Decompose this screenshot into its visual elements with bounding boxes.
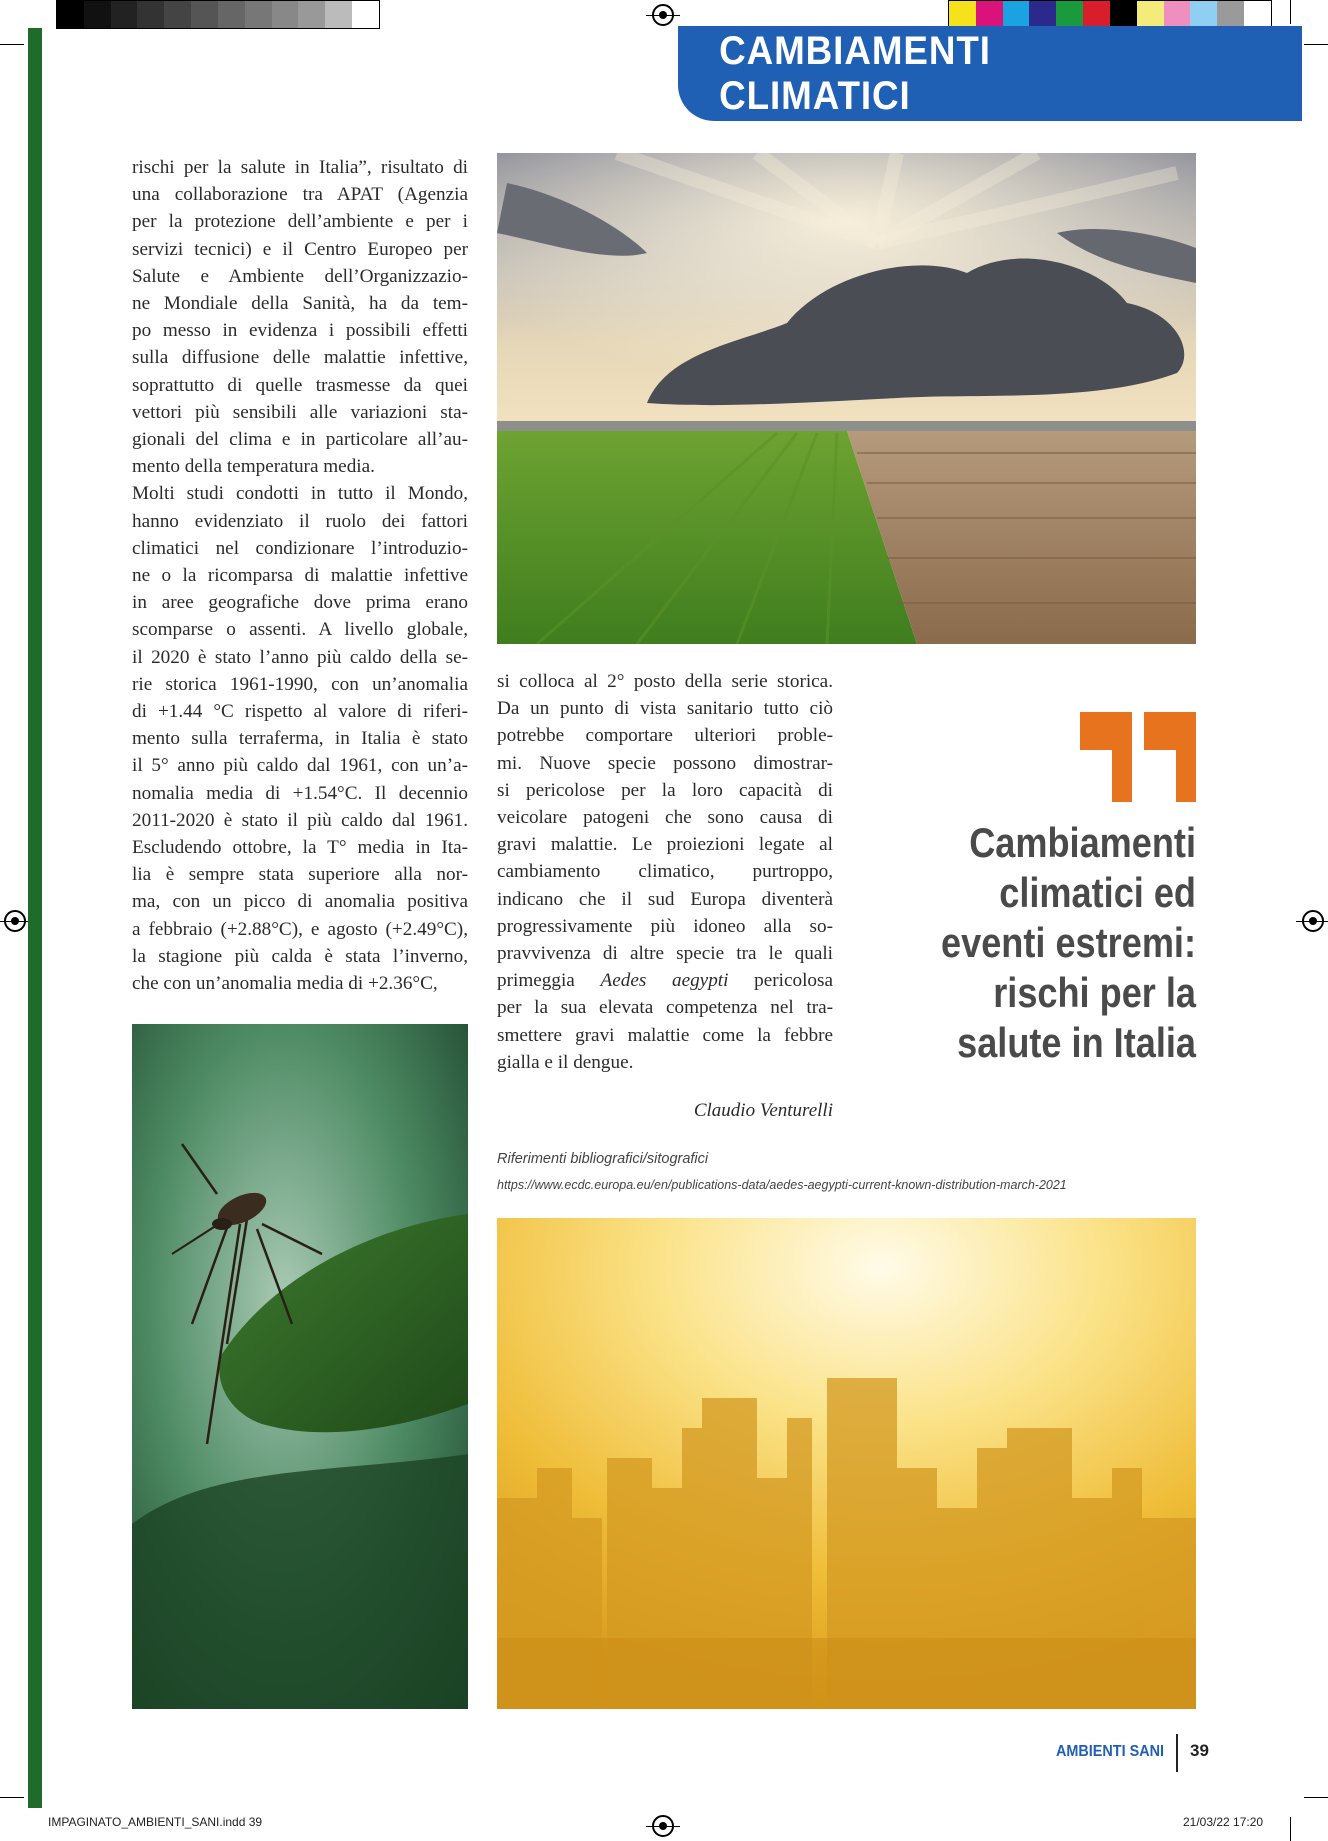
footer-divider xyxy=(1176,1734,1178,1772)
text-line: 2011-2020 è stato il più caldo dal 1961. xyxy=(132,809,468,831)
mosquito-photo xyxy=(132,1024,468,1709)
grayscale-calibration-strip xyxy=(56,0,380,29)
crop-mark xyxy=(1304,44,1328,45)
text-line: una collaborazione tra APAT (Agenzia xyxy=(132,184,468,206)
text-line: Da un punto di vista sanitario tutto ciò xyxy=(497,698,833,720)
text-line: servizi tecnici) e il Centro Europeo per xyxy=(132,238,468,260)
color-calibration-strip xyxy=(948,0,1272,29)
text-line: la stagione più calda è stata l’inverno, xyxy=(132,945,468,967)
registration-mark-top xyxy=(652,4,674,26)
text-line: gionali del clima e in particolare all’au- xyxy=(132,429,468,451)
text-line: po messo in evidenza i possibili effetti xyxy=(132,320,468,342)
pull-quote-line: Cambiamenti xyxy=(969,819,1196,866)
article-column-1 xyxy=(132,154,468,997)
text-line: potrebbe comportare ulteriori proble- xyxy=(497,725,833,747)
text-line: smettere gravi malattie come la febbre xyxy=(497,1024,833,1046)
text-line: rischi per la salute in Italia”, risultato di xyxy=(132,157,468,178)
text-line: veicolare patogeni che sono causa di xyxy=(497,807,833,829)
text-line: vettori più sensibili alle variazioni sta- xyxy=(132,401,468,423)
page-number: 39 xyxy=(1190,1741,1209,1760)
text-line: ne o la ricomparsa di malattie infettive xyxy=(132,565,468,587)
text-line: hanno evidenziato il ruolo dei fattori xyxy=(132,510,468,532)
pull-quote-line: salute in Italia xyxy=(957,1019,1196,1066)
text-fragment: primeggia xyxy=(497,970,575,992)
text-line: si pericolose per la loro capacità di xyxy=(497,779,833,801)
text-line: il 5° anno più caldo dal 1961, con un’a- xyxy=(132,755,468,777)
city-heat-photo xyxy=(497,1218,1196,1709)
text-line: ma, con un picco di anomalia positiva xyxy=(132,891,468,913)
registration-mark-right xyxy=(1302,910,1324,932)
text-line: sulla diffusione delle malattie infettive, xyxy=(132,347,468,369)
text-line: Molti studi condotti in tutto il Mondo, xyxy=(132,483,468,505)
section-title: CAMBIAMENTI CLIMATICI xyxy=(719,28,991,118)
text-line: lia è sempre stata superiore alla nor- xyxy=(132,864,468,886)
section-banner xyxy=(678,26,1302,121)
text-line: gialla e il dengue. xyxy=(497,1051,634,1073)
article-column-2 xyxy=(497,668,833,1076)
text-line: pravvivenza di altre specie tra le quali xyxy=(497,943,833,965)
text-line: indicano che il sud Europa diventerà xyxy=(497,888,833,910)
pull-quote-line: climatici ed xyxy=(999,869,1196,916)
text-line: nomalia media di +1.54°C. Il decennio xyxy=(132,782,468,804)
text-line: Salute e Ambiente dell’Organizzazio- xyxy=(132,265,468,287)
pull-quote xyxy=(924,818,1196,1068)
text-line: Escludendo ottobre, la T° media in Ita- xyxy=(132,837,468,859)
magazine-name: AMBIENTI SANI xyxy=(1056,1743,1164,1760)
text-line: mento della temperatura media. xyxy=(132,456,375,478)
text-line: per la protezione dell’ambiente e per i xyxy=(132,211,468,233)
text-line: in aree geografiche dove prima erano xyxy=(132,592,468,614)
text-line: mi. Nuove specie possono dimostrar- xyxy=(497,752,833,774)
crop-mark xyxy=(0,44,24,45)
text-line: scomparse o assenti. A livello globale, xyxy=(132,619,468,641)
references-link[interactable]: https://www.ecdc.europa.eu/en/publications-data/aedes-aegypti-current-known-distribution-march-2021 xyxy=(497,1178,1067,1192)
text-line xyxy=(497,967,833,994)
text-line: rie storica 1961-1990, con un’anomalia xyxy=(132,673,468,695)
text-line: a febbraio (+2.88°C), e agosto (+2.49°C), xyxy=(132,918,468,940)
species-name: Aedes aegypti xyxy=(600,970,729,992)
text-line: ne Mondiale della Sanità, ha da tem- xyxy=(132,293,468,315)
side-accent-bar xyxy=(28,28,42,1808)
quote-mark-icon xyxy=(1080,712,1196,802)
text-line: mento sulla terraferma, in Italia è stato xyxy=(132,728,468,750)
text-line: climatici nel condizionare l’introduzio- xyxy=(132,537,468,559)
text-line: si colloca al 2° posto della serie storica. xyxy=(497,671,833,692)
field-sky-photo xyxy=(497,153,1196,644)
text-line: gravi malattie. Le proiezioni legate al xyxy=(497,834,833,856)
text-line: cambiamento climatico, purtroppo, xyxy=(497,861,833,883)
slug-filename: IMPAGINATO_AMBIENTI_SANI.indd 39 xyxy=(48,1815,263,1829)
registration-mark-left xyxy=(4,910,26,932)
text-line: il 2020 è stato l’anno più caldo della se- xyxy=(132,646,468,668)
registration-mark-bottom xyxy=(652,1815,674,1837)
text-line: soprattutto di quelle trasmesse da quei xyxy=(132,374,468,396)
text-line: per la sua elevata competenza nel tra- xyxy=(497,997,833,1019)
pull-quote-line: eventi estremi: xyxy=(941,919,1196,966)
crop-mark xyxy=(1290,1817,1291,1841)
slug-date: 21/03/22 17:20 xyxy=(1183,1815,1264,1829)
author-name: Claudio Venturelli xyxy=(693,1100,833,1121)
crop-mark xyxy=(1290,0,1291,24)
text-fragment: pericolosa xyxy=(754,970,834,992)
references-title: Riferimenti bibliografici/sitografici xyxy=(497,1151,709,1167)
text-line: di +1.44 °C rispetto al valore di riferi- xyxy=(132,701,468,723)
pull-quote-line: rischi per la xyxy=(993,969,1196,1016)
crop-mark xyxy=(0,1797,24,1798)
text-line: progressivamente più idoneo alla so- xyxy=(497,915,833,937)
text-line: che con un’anomalia media di +2.36°C, xyxy=(132,973,438,995)
crop-mark xyxy=(1304,1797,1328,1798)
